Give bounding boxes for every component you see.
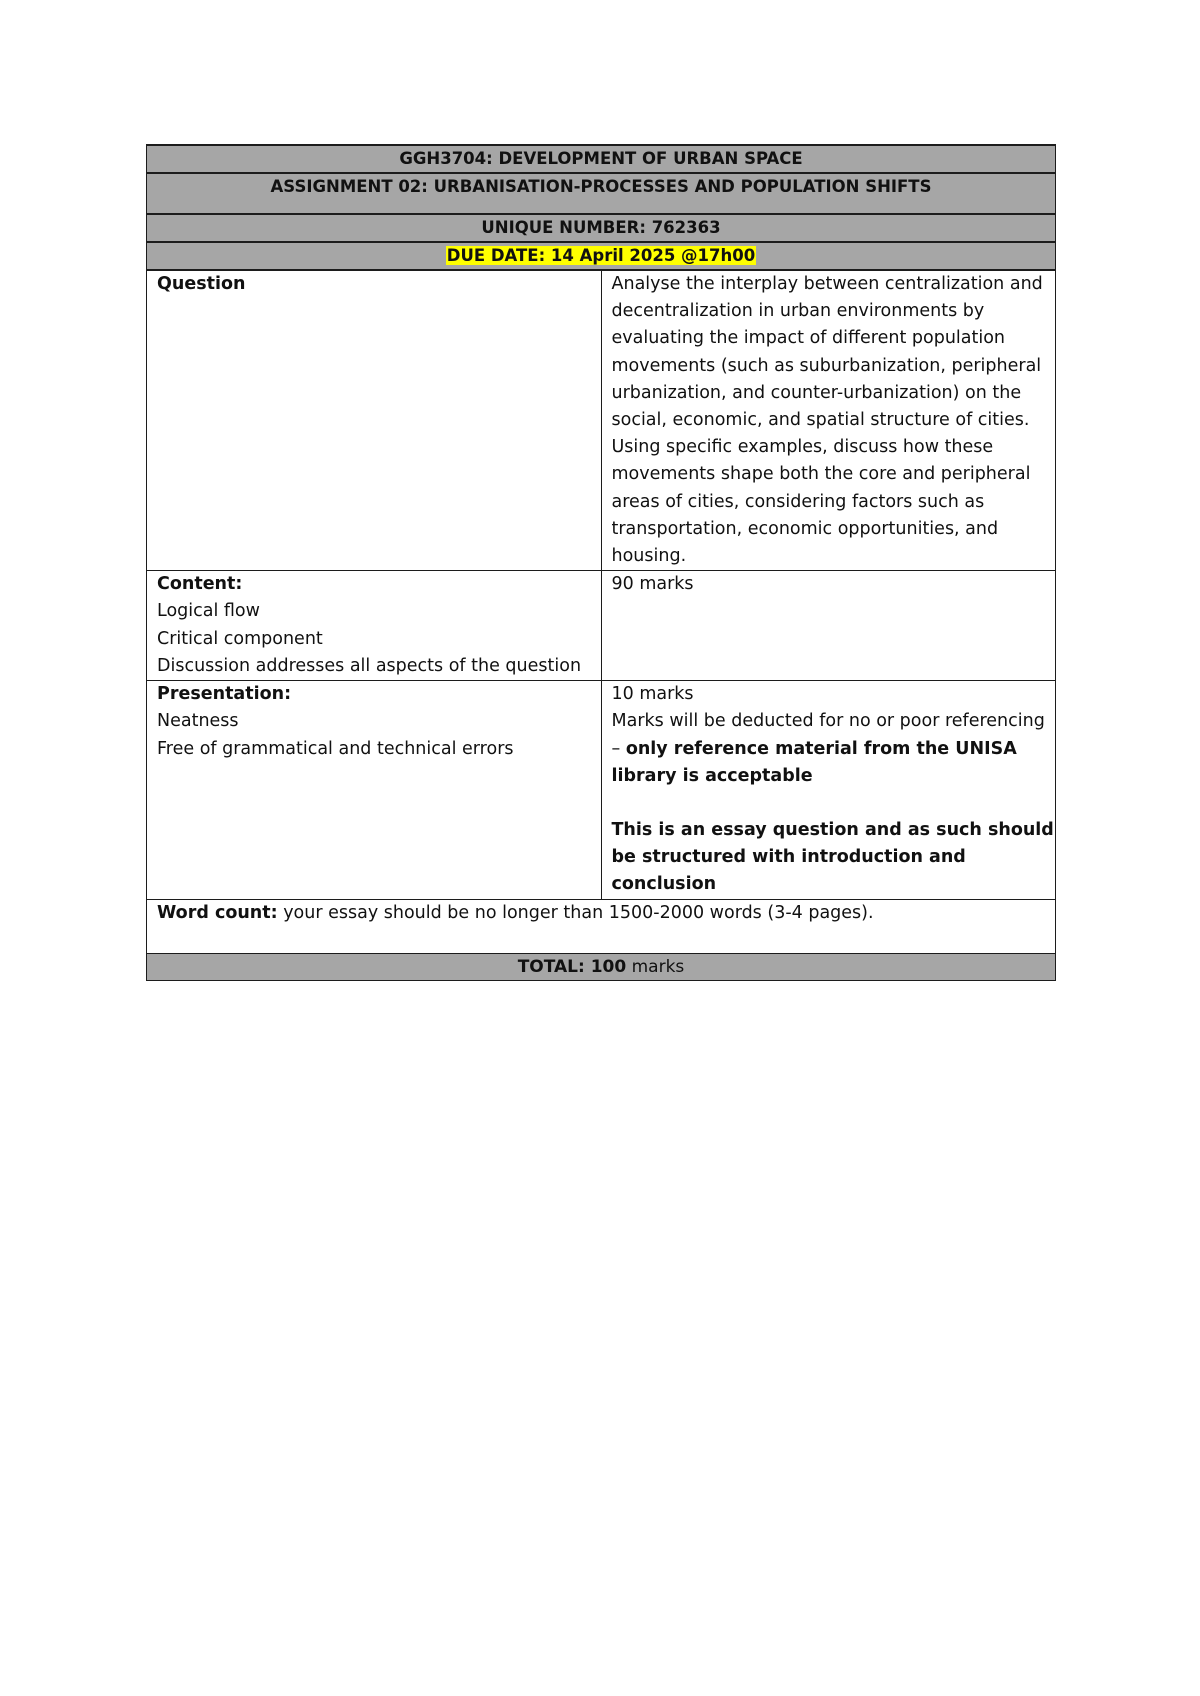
content-row xyxy=(147,571,1056,681)
word-count-label: Word count: xyxy=(157,902,278,923)
content-criterion: Logical flow xyxy=(157,601,260,622)
unique-number-row xyxy=(147,214,1056,242)
presentation-marks: 10 marks xyxy=(611,684,694,705)
content-label: Content: xyxy=(157,574,243,595)
word-count-row xyxy=(147,899,1056,953)
content-marks: 90 marks xyxy=(601,571,1056,681)
question-row xyxy=(147,270,1056,571)
course-title: GGH3704: DEVELOPMENT OF URBAN SPACE xyxy=(147,145,1056,173)
essay-structure-note: This is an essay question and as such should be structured with introduction and conclusion xyxy=(611,820,1054,895)
question-text: Analyse the interplay between centralization and decentralization in urban environments by evaluating the impact of different population movements (such as suburbanization, peripheral urbanization, and counter-urbanization) on the social, economic, and spatial structure of cities. Using specific examples, discuss how these movements shape both the core and peripheral areas of cities, considering factors such as transportation, economic opportunities, and housing. xyxy=(601,270,1056,571)
presentation-criterion: Neatness xyxy=(157,711,239,732)
presentation-criterion: Free of grammatical and technical errors xyxy=(157,738,514,759)
content-criterion: Discussion addresses all aspects of the question xyxy=(157,655,582,676)
presentation-label: Presentation: xyxy=(157,684,292,705)
referencing-note-emphasis: only reference material from the UNISA library is acceptable xyxy=(611,738,1017,786)
due-date: DUE DATE: 14 April 2025 @17h00 xyxy=(446,246,756,265)
word-count-text: your essay should be no longer than 1500-2000 words (3-4 pages). xyxy=(277,902,874,923)
assignment-cover-table xyxy=(146,144,1056,981)
referencing-note-text: Marks will be deducted for no or poor referencing – xyxy=(611,711,1045,759)
total-suffix: marks xyxy=(626,956,685,977)
presentation-row xyxy=(147,681,1056,899)
total-row xyxy=(147,953,1056,980)
assignment-title-row xyxy=(147,173,1056,214)
unique-number: UNIQUE NUMBER: 762363 xyxy=(147,214,1056,242)
assignment-title: ASSIGNMENT 02: URBANISATION-PROCESSES AND POPULATION SHIFTS xyxy=(147,173,1056,214)
course-title-row xyxy=(147,145,1056,173)
question-label: Question xyxy=(157,274,246,294)
referencing-note xyxy=(612,708,1056,790)
due-date-row xyxy=(147,242,1056,270)
content-criterion: Critical component xyxy=(157,628,323,649)
total-label: TOTAL: 100 xyxy=(517,956,627,977)
